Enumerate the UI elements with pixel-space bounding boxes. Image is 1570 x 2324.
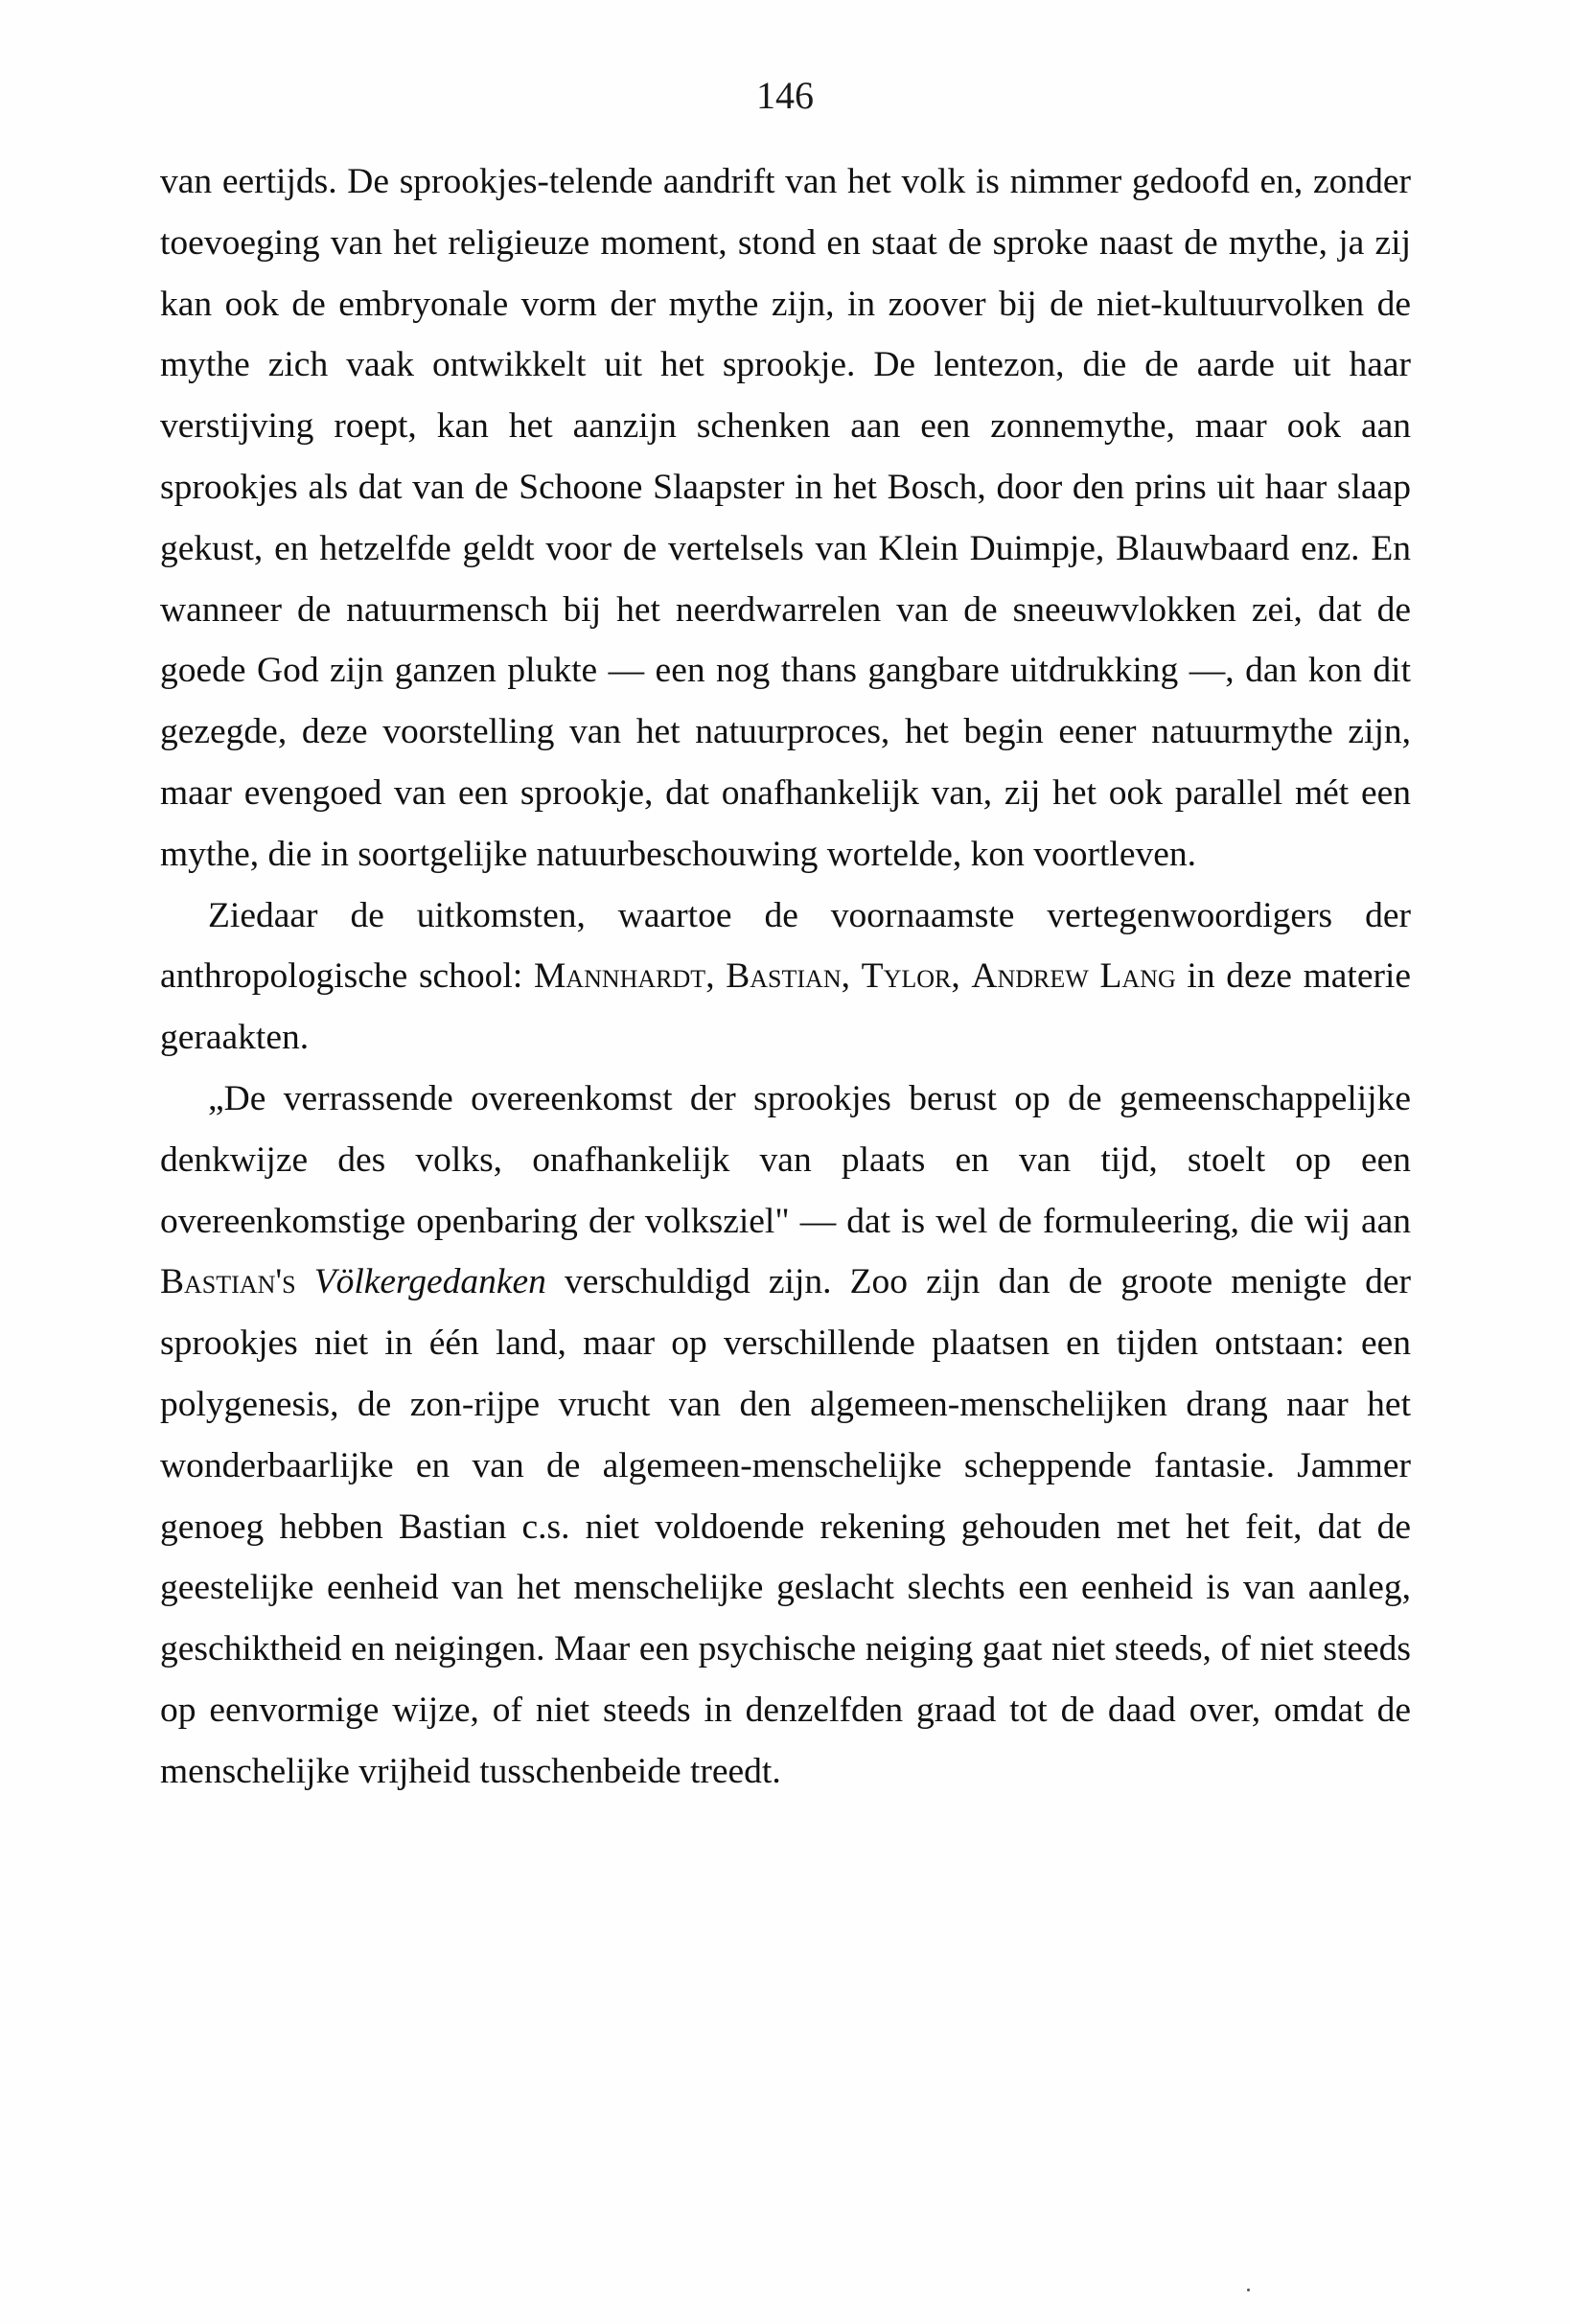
paragraph-3-text-end: verschuldigd zijn. Zoo zijn dan de groote menigte der sprookjes niet in één land, maar op verschillende plaatsen en tijden ontstaan: een polygenesis, de zon-rijpe vrucht van den algemeen-menschelijken drang naar het wonderbaarlijke en van de algemeen-menschelijke scheppende fantasie. Jammer genoeg hebben Bastian c.s. niet voldoende rekening gehouden met het feit, dat de geestelijke eenheid van het menschelijke geslacht slechts een eenheid is van aanleg, geschiktheid en neigingen. Maar een psychische neiging gaat niet steeds, of niet steeds op eenvormige wijze, of niet steeds in denzelfden graad tot de daad over, omdat de menschelijke vrijheid tusschenbeide treedt.: [160, 1262, 1412, 1791]
separator: ,: [841, 956, 862, 997]
author-bastian: Bastian: [726, 956, 842, 997]
paragraph-2-text-end: in deze materie geraakten.: [160, 956, 1412, 1058]
body-text: [160, 151, 1411, 1803]
author-tylor: Tylor: [861, 956, 952, 997]
paragraph-2: [160, 886, 1411, 1069]
separator: [296, 1262, 314, 1301]
paragraph-3: [160, 1069, 1411, 1803]
author-bastian-possessive: Bastian's: [160, 1262, 296, 1302]
page-number: 146: [756, 74, 814, 117]
paragraph-2-text-start: Ziedaar de uitkomsten, waartoe de voornaamste vertegenwoordigers der anthropologische school:: [160, 895, 1411, 997]
author-andrew-lang: Andrew Lang: [971, 956, 1176, 997]
work-title-volkergedanken: Völkergedanken: [313, 1262, 546, 1302]
author-mannhardt: Mannhardt: [533, 956, 706, 997]
paragraph-1: van eertijds. De sprookjes-telende aandrift van het volk is nimmer gedoofd en, zonder toevoeging van het religieuze moment, stond en staat de sproke naast de mythe, ja zij kan ook de embryonale vorm der mythe zijn, in zoover bij de niet-kultuurvolken de mythe zich vaak ontwikkelt uit het sprookje. De lentezon, die de aarde uit haar verstijving roept, kan het aanzijn schenken aan een zonnemythe, maar ook aan sprookjes als dat van de Schoone Slaapster in het Bosch, door den prins uit haar slaap gekust, en hetzelfde geldt voor de vertelsels van Klein Duimpje, Blauwbaard enz. En wanneer de natuurmensch bij het neerdwarrelen van de sneeuwvlokken zei, dat de goede God zijn ganzen plukte — een nog thans gangbare uitdrukking —, dan kon dit gezegde, deze voorstelling van het natuurproces, het begin eener natuurmythe zijn, maar evengoed van een sprookje, dat onafhankelijk van, zij het ook parallel mét een mythe, die in soortgelijke natuurbeschouwing wortelde, kon voortleven.: [160, 162, 1411, 874]
paper-speck: [1247, 2289, 1250, 2291]
separator: ,: [951, 956, 972, 997]
separator: ,: [705, 956, 727, 997]
paragraph-3-text-start: „De verrassende overeenkomst der sprookjes berust op de gemeenschappelijke denkwijze des volks, onafhankelijk van plaats en van tijd, stoelt op een overeenkomstige openbaring der volksziel" — dat is wel de formuleering, die wij aan: [160, 1078, 1411, 1241]
